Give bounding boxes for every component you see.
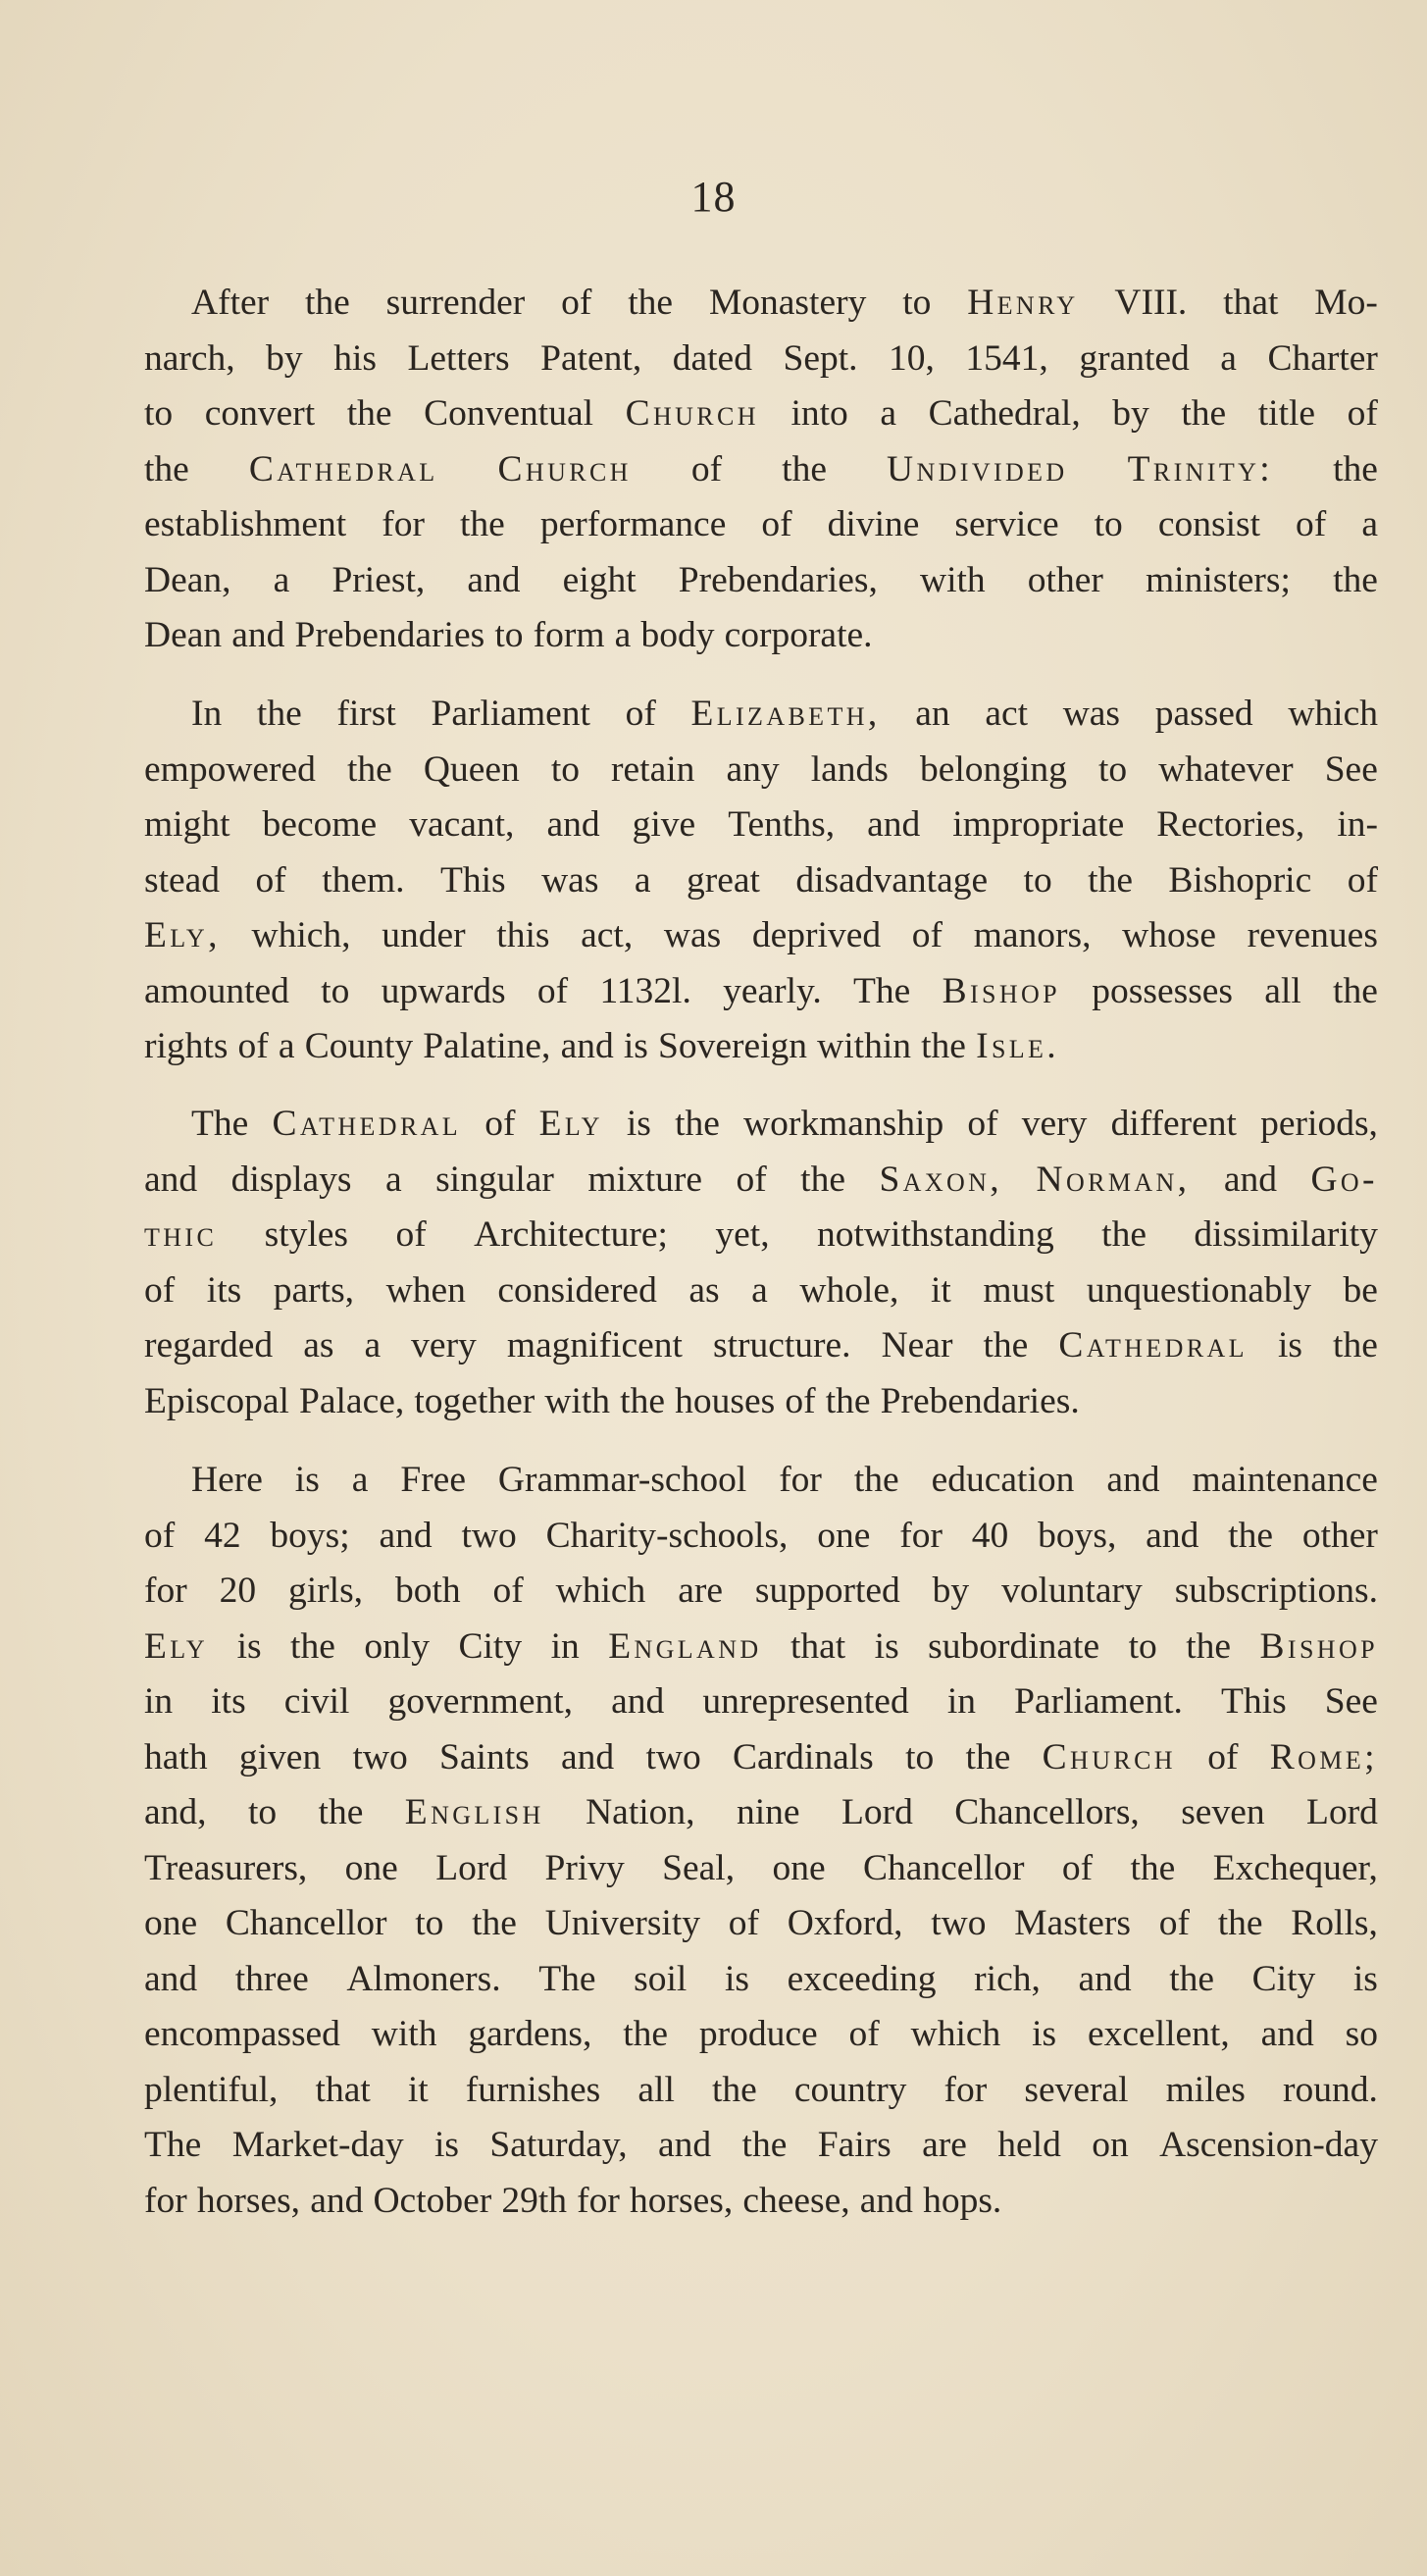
text-line: Ely, which, under this act, was deprived of manors, whose revenues	[144, 915, 1378, 955]
text-line: establishment for the performance of divine service to consist of a	[144, 504, 1378, 544]
text-line: stead of them. This was a great disadvantage to the Bishopric of	[144, 859, 1378, 901]
text-line: Dean, a Priest, and eight Prebendaries, with other ministers; the	[144, 559, 1378, 600]
text-line: plentiful, that it furnishes all the country for several miles round.	[144, 2069, 1378, 2110]
text-line: encompassed with gardens, the produce of which is excellent, and so	[144, 2014, 1378, 2054]
text-line: might become vacant, and give Tenths, and impropriate Rectories, in-	[144, 804, 1378, 845]
text-line: Treasurers, one Lord Privy Seal, one Chancellor of the Exchequer,	[144, 1847, 1378, 1888]
text-line: to convert the Conventual Church into a Cathedral, by the title of	[144, 393, 1378, 434]
text-line: Dean and Prebendaries to form a body corporate.	[144, 615, 873, 655]
text-line: in its civil government, and unrepresented in Parliament. This See	[144, 1681, 1378, 1722]
text-line: The Market-day is Saturday, and the Fairs are held on Ascension-day	[144, 2125, 1378, 2165]
text-line: one Chancellor to the University of Oxford, two Masters of the Rolls,	[144, 1903, 1378, 1943]
text-line: hath given two Saints and two Cardinals to the Church of Rome;	[144, 1736, 1378, 1777]
text-line: empowered the Queen to retain any lands belonging to whatever See	[144, 748, 1378, 790]
text-line: narch, by his Letters Patent, dated Sept. 10, 1541, granted a Charter	[144, 337, 1378, 379]
text-line: and three Almoners. The soil is exceeding rich, and the City is	[144, 1958, 1378, 1999]
text-line: regarded as a very magnificent structure. Near the Cathedral is the	[144, 1325, 1378, 1365]
page-number: 18	[690, 173, 737, 221]
text-line: thic styles of Architecture; yet, notwithstanding the dissimilarity	[144, 1214, 1378, 1255]
paragraph-elizabeth-parliament	[144, 687, 1378, 1075]
text-line: for horses, and October 29th for horses, cheese, and hops.	[144, 2180, 1002, 2221]
text-line: The Cathedral of Ely is the workmanship of very different periods,	[191, 1104, 1378, 1144]
text-line: After the surrender of the Monastery to Henry VIII. that Mo-	[191, 283, 1378, 323]
text-line: for 20 girls, both of which are supported by voluntary subscriptions.	[144, 1571, 1378, 1611]
text-line: rights of a County Palatine, and is Sovereign within the Isle.	[144, 1026, 1060, 1066]
text-line: and displays a singular mixture of the Saxon, Norman, and Go-	[144, 1159, 1378, 1200]
text-line: Episcopal Palace, together with the houses of the Prebendaries.	[144, 1380, 1080, 1421]
paragraph-grammar-school-city	[144, 1453, 1378, 2229]
text-line: and, to the English Nation, nine Lord Chancellors, seven Lord	[144, 1792, 1378, 1832]
paragraph-monastery-surrender	[144, 276, 1378, 664]
text-line: amounted to upwards of 1132l. yearly. The Bishop possesses all the	[144, 970, 1378, 1011]
text-line: of its parts, when considered as a whole, it must unquestionably be	[144, 1269, 1378, 1311]
text-line: Ely is the only City in England that is subordinate to the Bishop	[144, 1625, 1378, 1667]
text-line: of 42 boys; and two Charity-schools, one for 40 boys, and the other	[144, 1515, 1378, 1556]
text-line: Here is a Free Grammar-school for the education and maintenance	[191, 1460, 1378, 1500]
paragraph-cathedral-architecture	[144, 1097, 1378, 1429]
text-line: In the first Parliament of Elizabeth, an act was passed which	[191, 694, 1378, 734]
text-line: the Cathedral Church of the Undivided Trinity: the	[144, 448, 1378, 489]
